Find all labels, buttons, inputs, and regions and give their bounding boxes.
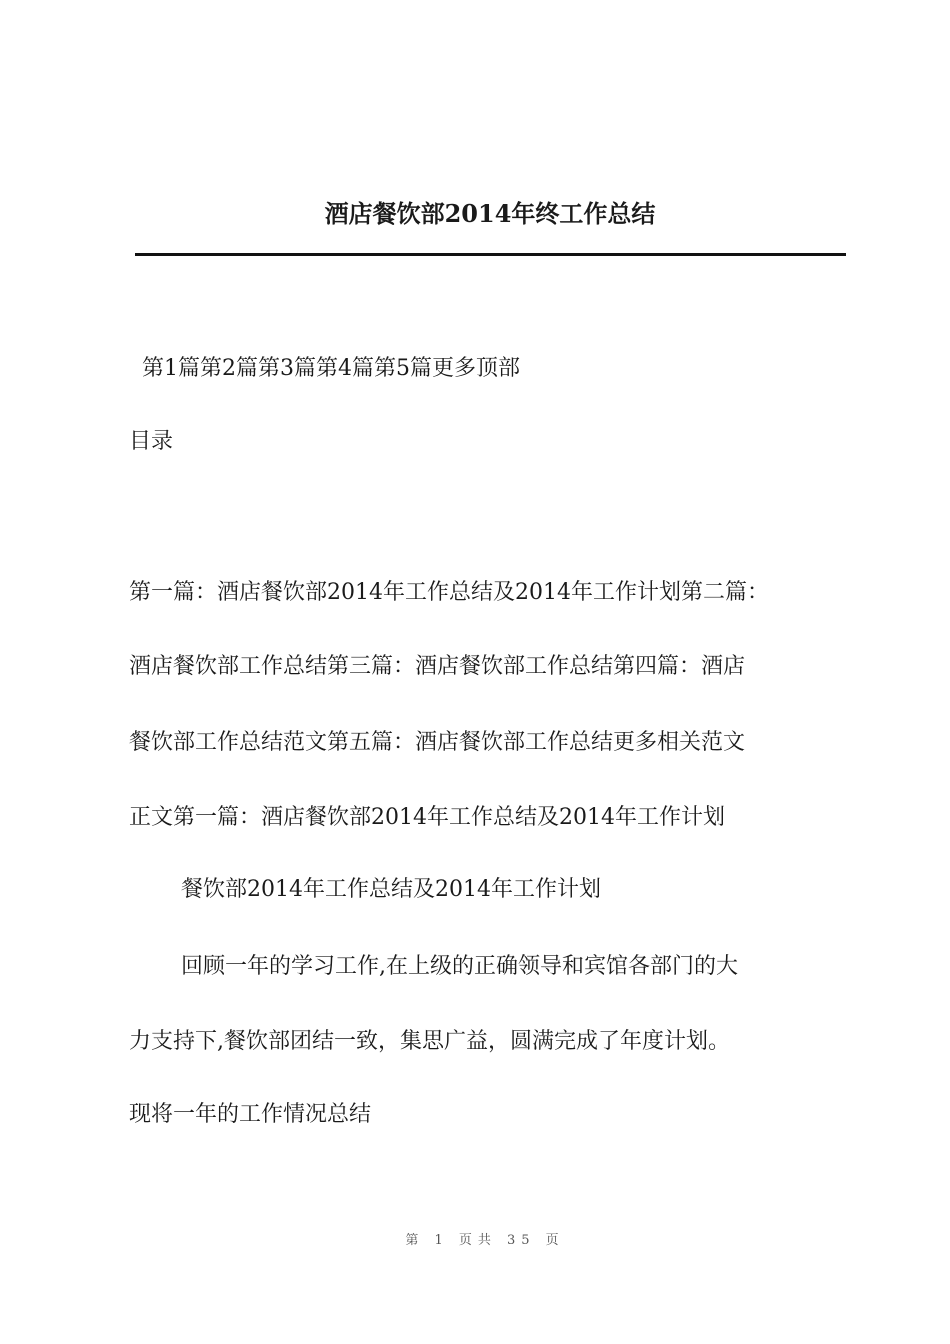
title-divider	[135, 253, 846, 256]
nav-link-part-3[interactable]: 第3篇	[258, 356, 316, 381]
toc-heading: 目录	[129, 429, 174, 454]
page-footer: 第 1 页共 35 页	[405, 1233, 565, 1248]
toc-line: 酒店餐饮部工作总结第三篇：酒店餐饮部工作总结第四篇：酒店	[129, 654, 746, 679]
nav-link-part-2[interactable]: 第2篇	[200, 356, 258, 381]
nav-link-part-4[interactable]: 第4篇	[316, 356, 374, 381]
document-title: 酒店餐饮部2014年终工作总结	[324, 199, 656, 228]
nav-link-part-5[interactable]: 第5篇	[374, 356, 432, 381]
toc-line: 第一篇：酒店餐饮部2014年工作总结及2014年工作计划第二篇：	[129, 580, 769, 605]
nav-link-top[interactable]: 顶部	[476, 356, 521, 381]
paragraph-line: 回顾一年的学习工作,在上级的正确领导和宾馆各部门的大	[181, 954, 738, 979]
paragraph-line: 现将一年的工作情况总结	[129, 1102, 372, 1127]
paragraph-line: 力支持下,餐饮部团结一致，集思广益，圆满完成了年度计划。	[129, 1029, 730, 1054]
body-heading: 正文第一篇：酒店餐饮部2014年工作总结及2014年工作计划	[129, 805, 725, 830]
section-nav	[142, 352, 520, 386]
nav-link-more[interactable]: 更多	[432, 356, 477, 381]
nav-link-part-1[interactable]: 第1篇	[142, 356, 200, 381]
sub-heading: 餐饮部2014年工作总结及2014年工作计划	[181, 877, 601, 902]
toc-line: 餐饮部工作总结范文第五篇：酒店餐饮部工作总结更多相关范文	[129, 730, 746, 755]
